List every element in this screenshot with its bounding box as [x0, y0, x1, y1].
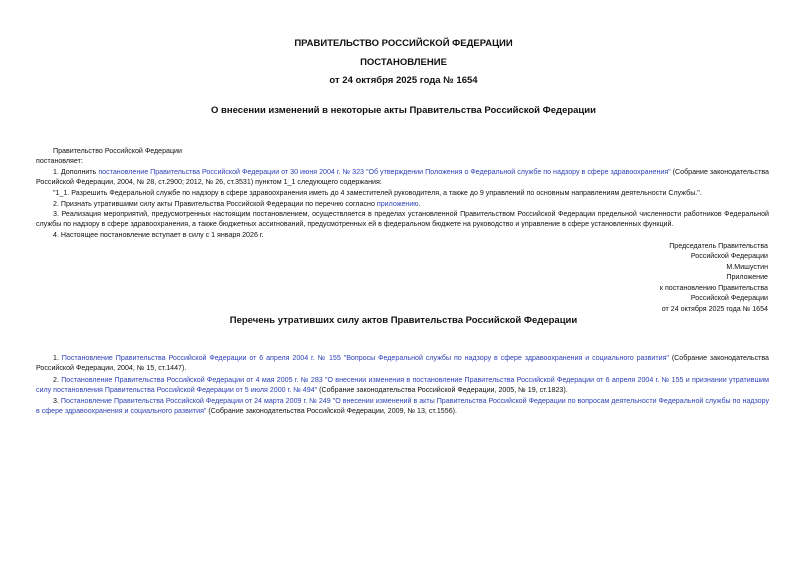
item-2-end: .: [418, 200, 421, 208]
item-2-text: 2. Признать утратившими силу акты Правительства Российской Федерации по перечню согласно: [53, 200, 377, 208]
list-item-3: [36, 396, 769, 417]
list-item-1-text: (Собрание законодательства Российской Федерации, 2004, № 15, ст.1447).: [36, 354, 770, 373]
list-item-3-number: 3.: [53, 397, 61, 405]
appendix-ref-line-1: к постановлению Правительства: [659, 284, 768, 292]
item-1-text: (Собрание законодательства Российской Федерации, 2004, № 28, ст.2900; 2012, № 26, ст.3531) пунктом 1_1 следующего содержания:: [36, 168, 769, 187]
preamble-government: Правительство Российской Федерации: [53, 147, 182, 155]
repealed-list-title: Перечень утративших силу актов Правительства Российской Федерации: [229, 315, 578, 326]
item-3: 3. Реализация мероприятий, предусмотренных настоящим постановлением, осуществляется в пределах установленной Правительством Российской Федерации предельной численности работников Федеральной службы по надзору в сфере здравоохранения, а также бюджетных ассигнований, предусмотренных ей в федеральном бюджете на руководство и управление в сфере установленных функций.: [36, 210, 769, 229]
list-item-3-text: (Собрание законодательства Российской Федерации, 2009, № 13, ст.1556).: [206, 407, 457, 416]
item-1-quote: "1_1. Разрешить Федеральной службе по надзору в сфере здравоохранения иметь до 4 заместителей руководителя, а также до 9 управлений по основным направлениям деятельности Службы.".: [53, 189, 702, 197]
signature-title-2: Российской Федерации: [690, 252, 768, 260]
appendix-ref-line-2: Российской Федерации: [690, 294, 768, 302]
signature-name: М.Мишустин: [726, 263, 768, 271]
list-item-2-text: (Собрание законодательства Российской Федерации, 2005, № 19, ст.1823).: [317, 386, 568, 395]
list-item-1-number: 1.: [53, 354, 62, 362]
list-item-3-link[interactable]: Постановление Правительства Российской Федерации от 24 марта 2009 г. № 249 "О внесении изменений в акты Правительства Российской Федерации по вопросам деятельности Федеральной службы по надзору в сфере здравоохранения и социального развития": [36, 397, 769, 416]
list-item-2-number: 2.: [53, 376, 62, 384]
list-item-1: [36, 353, 769, 374]
document-title: О внесении изменений в некоторые акты Правительства Российской Федерации: [211, 105, 596, 116]
item-1-link[interactable]: постановление Правительства Российской Федерации от 30 июня 2004 г. № 323 "Об утверждении Положения о Федеральной службе по надзору в сфере здравоохранения": [98, 168, 671, 176]
document-date-number: от 24 октября 2025 года № 1654: [329, 75, 478, 86]
item-1-number: 1. Дополнить: [53, 168, 99, 176]
item-2: [36, 199, 769, 209]
appendix-label: Приложение: [726, 273, 768, 281]
list-item-1-link[interactable]: Постановление Правительства Российской Федерации от 6 апреля 2004 г. № 155 "Вопросы Федеральной службы по надзору в сфере здравоохранения и социального развития": [61, 354, 669, 362]
signature-title: Председатель Правительства: [669, 242, 768, 250]
item-2-appendix-link[interactable]: приложению: [376, 200, 419, 208]
appendix-ref-date: от 24 октября 2025 года № 1654: [661, 305, 768, 313]
item-1: [36, 167, 769, 188]
list-item-2-link[interactable]: Постановление Правительства Российской Федерации от 4 мая 2005 г. № 283 "О внесении изменения в постановление Правительства Российской Федерации от 6 апреля 2004 г. № 155 и признании утратившим силу постановления Правительства Российской Федерации от 5 июля 2000 г. № 494": [36, 376, 769, 395]
document-type-heading: ПОСТАНОВЛЕНИЕ: [360, 57, 447, 68]
government-heading: ПРАВИТЕЛЬСТВО РОССИЙСКОЙ ФЕДЕРАЦИИ: [294, 38, 513, 49]
item-4: 4. Настоящее постановление вступает в силу с 1 января 2026 г.: [53, 231, 264, 239]
list-item-2: [36, 375, 769, 396]
preamble-resolves: постановляет:: [36, 157, 83, 165]
